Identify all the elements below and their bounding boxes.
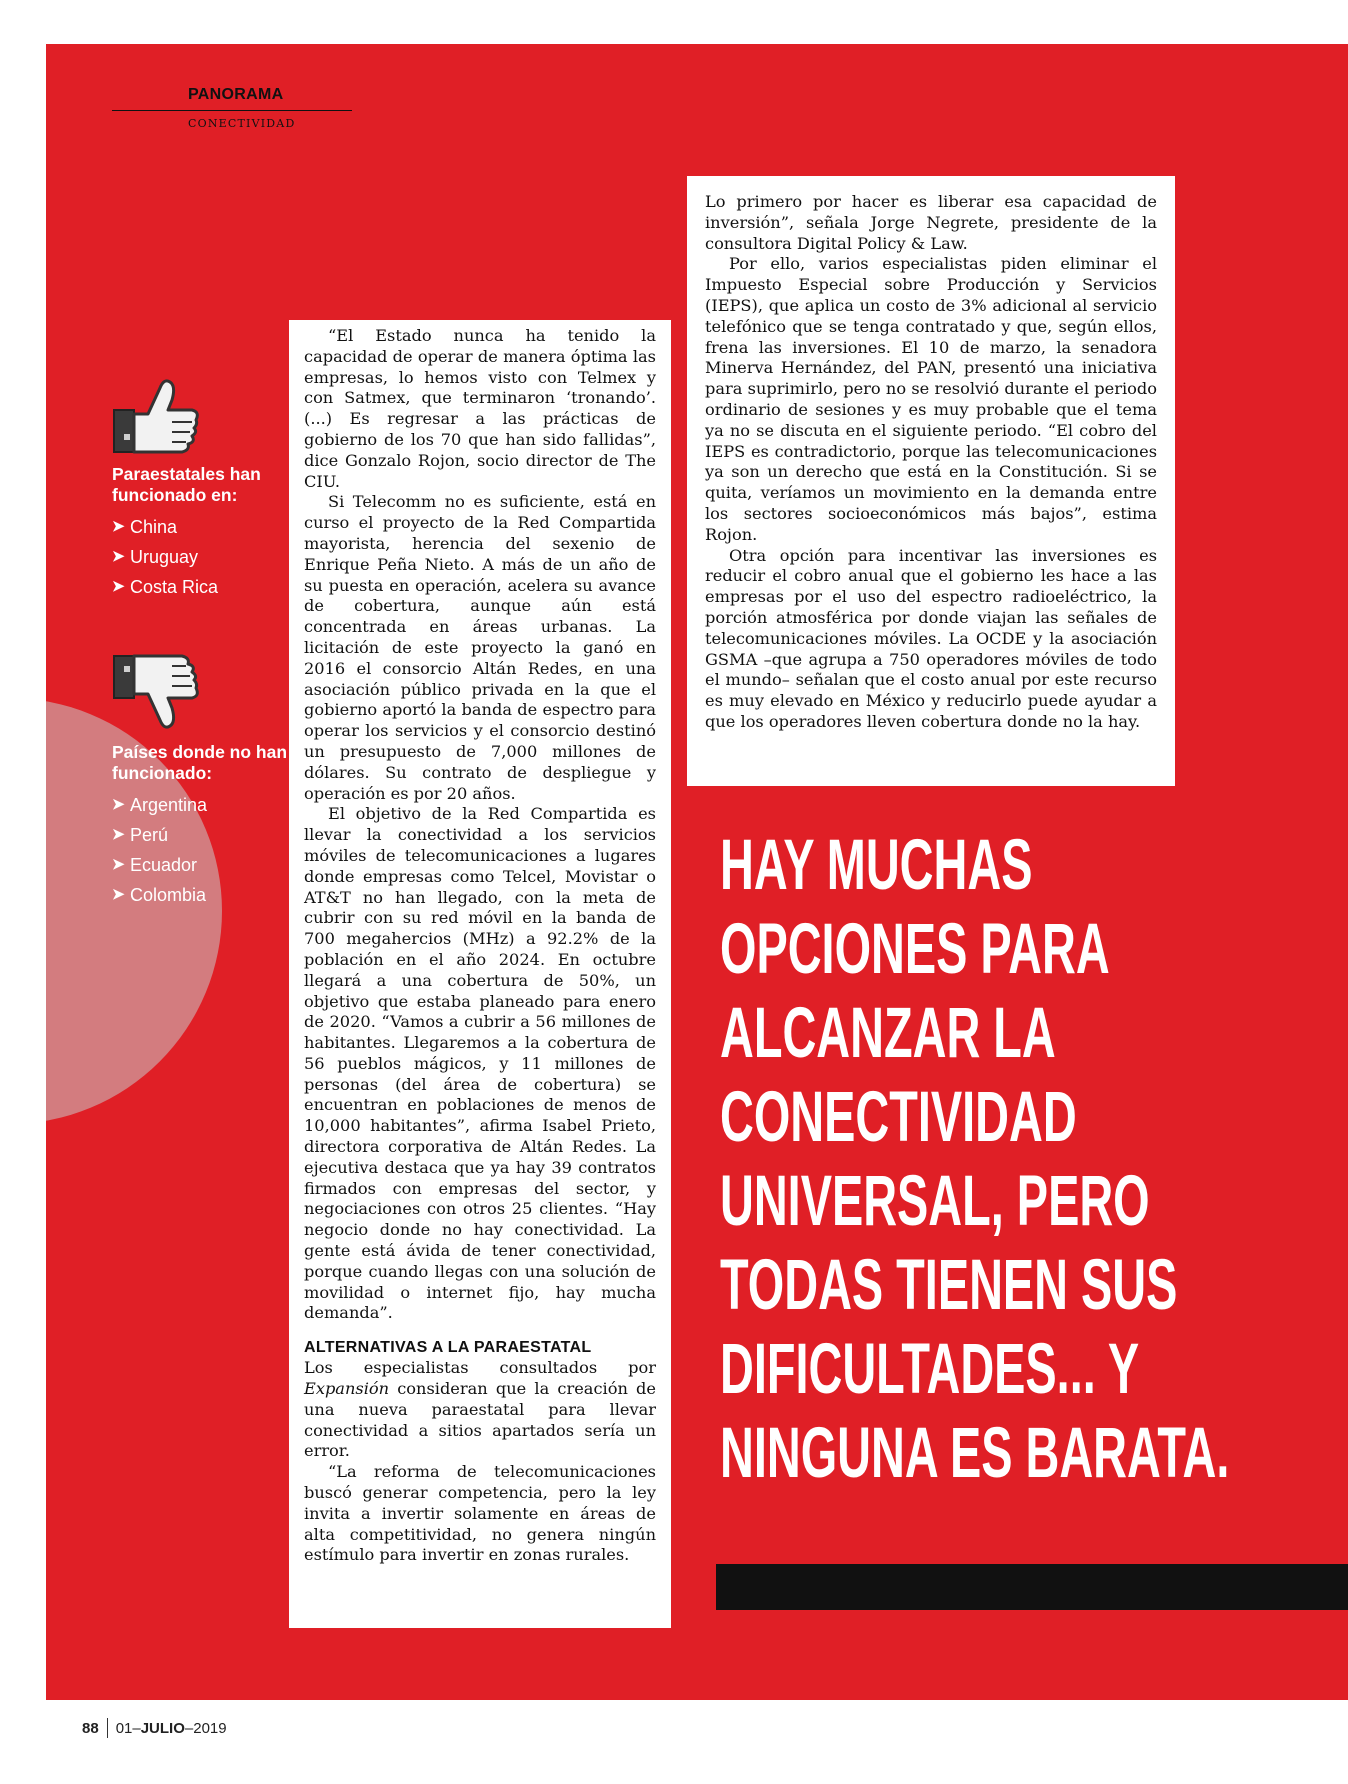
text-run: Los especialistas consultados por xyxy=(304,1358,656,1378)
issue-month: JULIO xyxy=(140,1719,185,1737)
country-label: Colombia xyxy=(130,885,207,905)
paragraph: “El Estado nunca ha tenido la capacidad de operar de manera óptima las empresas, lo hemos visto con Telmex y con Satmex, que terminaron ‘tronando’. (...) Es regresar a las prácticas de gobierno de los 70 que han sido fallidas”, dice Gonzalo Rojon, socio director de The CIU. xyxy=(304,326,656,491)
country-label: Costa Rica xyxy=(130,577,219,597)
footer-divider xyxy=(107,1718,108,1738)
paragraph: El objetivo de la Red Compartida es llevar la conectividad a los servicios móviles de telecomunicaciones a lugares donde empresas como Telcel, Movistar o AT&T no han llegado, con la meta de cubrir con su red móvil en la banda de 700 megahercios (MHz) a 92.2% de la población en el año 2024. En octubre llegará a una cobertura de 50%, un objetivo que estaba planeado para enero de 2020. “Vamos a cubrir a 56 millones de habitantes. Llegaremos a la cobertura de 56 pueblos mágicos, y 11 millones de personas (del área de cobertura) se encuentran en poblaciones de menos de 10,000 habitantes”, afirma Isabel Prieto, directora corporativa de Altán Redes. La ejecutiva destaca que ya hay 39 contratos firmados con empresas del sector, y negociaciones con otros 25 clientes. “Hay negocio donde no hay conectividad. La gente está ávida de tener conectividad, porque cuando llegas con una solución de movilidad o internet fijo, hay mucha demanda”. xyxy=(304,804,656,1323)
red-page-background xyxy=(46,44,1348,1700)
sidebar-group-worked xyxy=(112,374,302,602)
thumbs-up-icon xyxy=(112,374,200,456)
pull-quote-line: CONECTIVIDAD xyxy=(720,1078,1077,1157)
issue-year: –2019 xyxy=(184,1719,227,1737)
country-label: China xyxy=(130,517,178,537)
pull-quote-line: HAY MUCHAS xyxy=(720,826,1033,905)
list-item xyxy=(112,820,302,850)
decorative-black-bar xyxy=(716,1564,1348,1610)
sidebar-group-failed xyxy=(112,652,302,910)
chevron-right-icon: ➤ xyxy=(112,518,125,535)
paragraph: Otra opción para incentivar las inversiones es reducir el cobro anual que el gobierno les hace a las empresas por el uso del espectro radioeléctrico, la porción atmosférica por donde viajan las señales de telecomunicaciones móviles. La OCDE y la asociación GSMA –que agrupa a 750 operadores móviles de todo el mundo– señalan que el costo anual por este recurso es muy elevado en México y reducirlo puede ayudar a que los operadores lleven cobertura donde no la hay. xyxy=(705,545,1157,731)
section-rule xyxy=(112,110,352,111)
section-subtitle: CONECTIVIDAD xyxy=(188,117,296,130)
pull-quote-line: ALCANZAR LA xyxy=(720,994,1056,1073)
country-label: Ecuador xyxy=(130,855,198,875)
country-label: Perú xyxy=(130,825,169,845)
thumbs-down-icon xyxy=(112,652,200,734)
pull-quote xyxy=(720,824,1230,1496)
chevron-right-icon: ➤ xyxy=(112,548,125,565)
paragraph: Por ello, varios especialistas piden eliminar el Impuesto Especial sobre Producción y Servicios (IEPS), que aplica un costo de 3% adicional al servicio telefónico que se tenga contratado y que, según ellos, frena las inversiones. El 10 de marzo, la senadora Minerva Hernández, del PAN, presentó una iniciativa para suprimirlo, pero no se resolvió durante el periodo ordinario de sesiones y es muy probable que el tema ya no se discuta en el siguiente periodo. “El cobro del IEPS es contradictorio, porque las telecomunicaciones ya son un derecho que está en la Constitución. Si se quita, veríamos un movimiento en la demanda entre los sectores socioeconómicos más bajos”, estima Rojon. xyxy=(705,254,1157,544)
article-column-left xyxy=(289,320,671,1628)
list-item xyxy=(112,512,302,542)
chevron-right-icon: ➤ xyxy=(112,856,125,873)
chevron-right-icon: ➤ xyxy=(112,886,125,903)
section-header xyxy=(112,86,352,130)
section-title: PANORAMA xyxy=(188,86,284,103)
list-item xyxy=(112,790,302,820)
pull-quote-line: NINGUNA ES BARATA. xyxy=(720,1414,1230,1493)
country-label: Uruguay xyxy=(130,547,199,567)
magazine-name: Expansión xyxy=(304,1379,390,1399)
article-subheading: ALTERNATIVAS A LA PARAESTATAL xyxy=(304,1339,592,1357)
chevron-right-icon: ➤ xyxy=(112,578,125,595)
paragraph: Si Telecomm no es suficiente, está en curso el proyecto de la Red Compartida mayorista, herencia del sexenio de Enrique Peña Nieto. A más de un año de su puesta en operación, acelera su avance de cobertura, aunque aún está concentrada en áreas urbanas. La licitación de este proyecto la ganó en 2016 el consorcio Altán Redes, en una asociación público privada en la que el gobierno aportó la banda de espectro para operar los servicios y el consorcio destinó un presupuesto de 7,000 millones de dólares. Su contrato de despliegue y operación es por 20 años. xyxy=(304,492,656,803)
list-worked xyxy=(112,512,302,602)
page-footer xyxy=(82,1718,227,1738)
sidebar-heading-failed: Países donde no han funcionado: xyxy=(112,742,288,783)
chevron-right-icon: ➤ xyxy=(112,826,125,843)
list-item xyxy=(112,850,302,880)
list-item xyxy=(112,572,302,602)
sidebar-heading-worked: Paraestatales han funcionado en: xyxy=(112,464,261,505)
text-run: consideran que la creación de una nueva paraestatal para llevar conectividad a sitios apartados sería un error. xyxy=(304,1379,656,1461)
page-number: 88 xyxy=(82,1719,99,1737)
chevron-right-icon: ➤ xyxy=(112,796,125,813)
issue-day: 01– xyxy=(115,1719,141,1737)
pull-quote-line: UNIVERSAL, PERO xyxy=(720,1162,1150,1241)
sidebar-box xyxy=(112,374,302,910)
list-failed xyxy=(112,790,302,910)
pull-quote-line: OPCIONES PARA xyxy=(720,910,1110,989)
list-item xyxy=(112,542,302,572)
paragraph xyxy=(304,1358,656,1462)
paragraph: “La reforma de telecomunicaciones buscó generar competencia, pero la ley invita a invertir solamente en áreas de alta competitividad, no genera ningún estímulo para invertir en zonas rurales. xyxy=(304,1462,656,1565)
article-column-right xyxy=(687,176,1175,786)
pull-quote-line: DIFICULTADES... Y xyxy=(720,1330,1140,1409)
country-label: Argentina xyxy=(130,795,208,815)
paragraph: Lo primero por hacer es liberar esa capacidad de inversión”, señala Jorge Negrete, presidente de la consultora Digital Policy & Law. xyxy=(705,192,1157,253)
pull-quote-line: TODAS TIENEN SUS xyxy=(720,1246,1178,1325)
list-item xyxy=(112,880,302,910)
